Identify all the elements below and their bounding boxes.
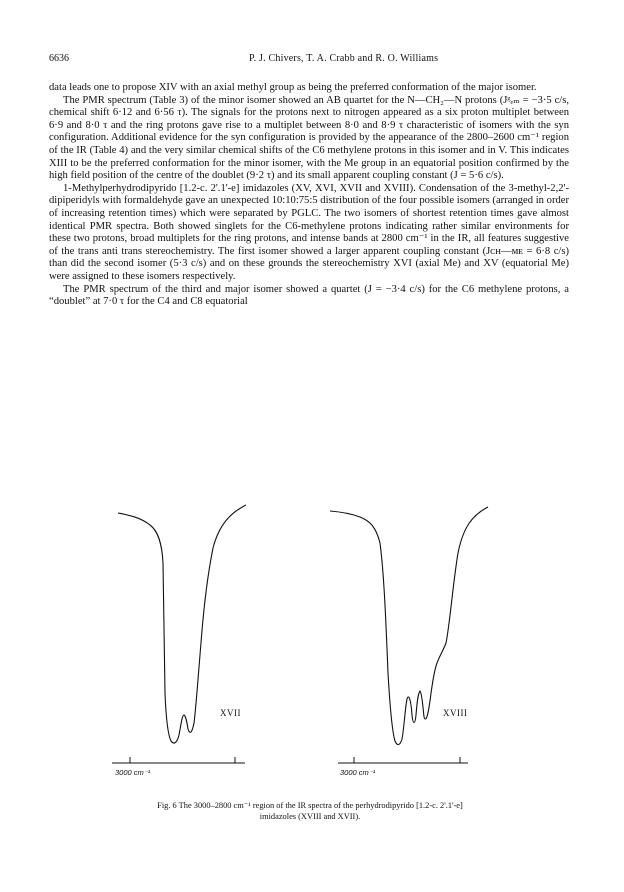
paragraph-minor-isomer: The PMR spectrum (Table 3) of the minor isomer showed an AB quartet for the N—CH₂—N protons (Jᵍₑₘ = −3·5 c/s, chemical shift 6·12 and 6·56 τ). The signals for the protons next to nitrogen appeared as a six proton multiplet between 6·9 and 8·0 τ and the ring protons gave rise to a multiplet between 8·0 and 8·9 τ characteristic of isomers with the syn configuration. Additional evidence for the syn configuration is provided by the appearance of the 2800–2600 cm⁻¹ region of the IR (Table 4) and the very similar chemical shifts of the C6 methylene protons in this isomer and in V. This indicates XIII to be the preferred conformation for the minor isomer, with the Me group in an equatorial position confirmed by the high field position of the centre of the doublet (9·2 τ) and its small apparent coupling constant (J = 5·6 c/s). xyxy=(49,94,569,182)
axis-label-xvii: 3000 cm⁻¹ xyxy=(115,768,151,777)
axis-label-xviii: 3000 cm⁻¹ xyxy=(340,768,376,777)
ir-spectrum-xviii xyxy=(330,503,570,788)
ir-spectrum-xvii xyxy=(70,503,310,788)
page-number: 6636 xyxy=(49,53,69,64)
paragraph-methylperhydrodipyrido: 1-Methylperhydrodipyrido [1.2-c. 2'.1'-e] imidazoles (XV, XVI, XVII and XVIII). Condensation of the 3-methyl-2,2'-dipiperidyls with formaldehyde gave an unexpected 10:10:75:5 distribution of the four possible isomers (arranged in order of increasing retention times) which were separated by PGLC. The two isomers of shortest retention times gave almost identical PMR spectra. Both showed singlets for the C6-methylene protons indicating rather similar environments for these two protons, broad multiplets for the ring protons, and intense bands at 2800 cm⁻¹ in the IR, all features suggestive of the trans anti trans stereochemistry. The first isomer showed a larger apparent coupling constant (Jᴄʜ—ᴍᴇ = 6·8 c/s) than did the second isomer (5·3 c/s) and on these grounds the stereochemistry XVI (axial Me) and XV (equatorial Me) were assigned to these isomers respectively. xyxy=(49,182,569,282)
ir-spectrum-xvii-plot xyxy=(70,503,310,788)
compound-label-xviii: XVIII xyxy=(443,708,468,718)
compound-label-xvii: XVII xyxy=(220,708,241,718)
figure-caption-line-1: Fig. 6 The 3000–2800 cm⁻¹ region of the IR spectra of the perhydrodipyrido [1.2-c. 2'.1'-e] xyxy=(157,801,463,810)
running-head-authors: P. J. Chivers, T. A. Crabb and R. O. Williams xyxy=(249,53,439,64)
figure-caption xyxy=(80,800,540,822)
ir-spectrum-xviii-plot xyxy=(330,503,570,788)
body-text xyxy=(49,82,569,309)
page-header xyxy=(49,53,569,67)
paragraph-major-isomer: The PMR spectrum of the third and major isomer showed a quartet (J = −3·4 c/s) for the C6 methylene protons, a “doublet” at 7·0 τ for the C4 and C8 equatorial xyxy=(49,283,569,308)
figure-caption-line-2: imidazoles (XVIII and XVII). xyxy=(259,812,361,821)
paragraph-continuation: data leads one to propose XIV with an axial methyl group as being the preferred conformation of the major isomer. xyxy=(49,82,537,93)
